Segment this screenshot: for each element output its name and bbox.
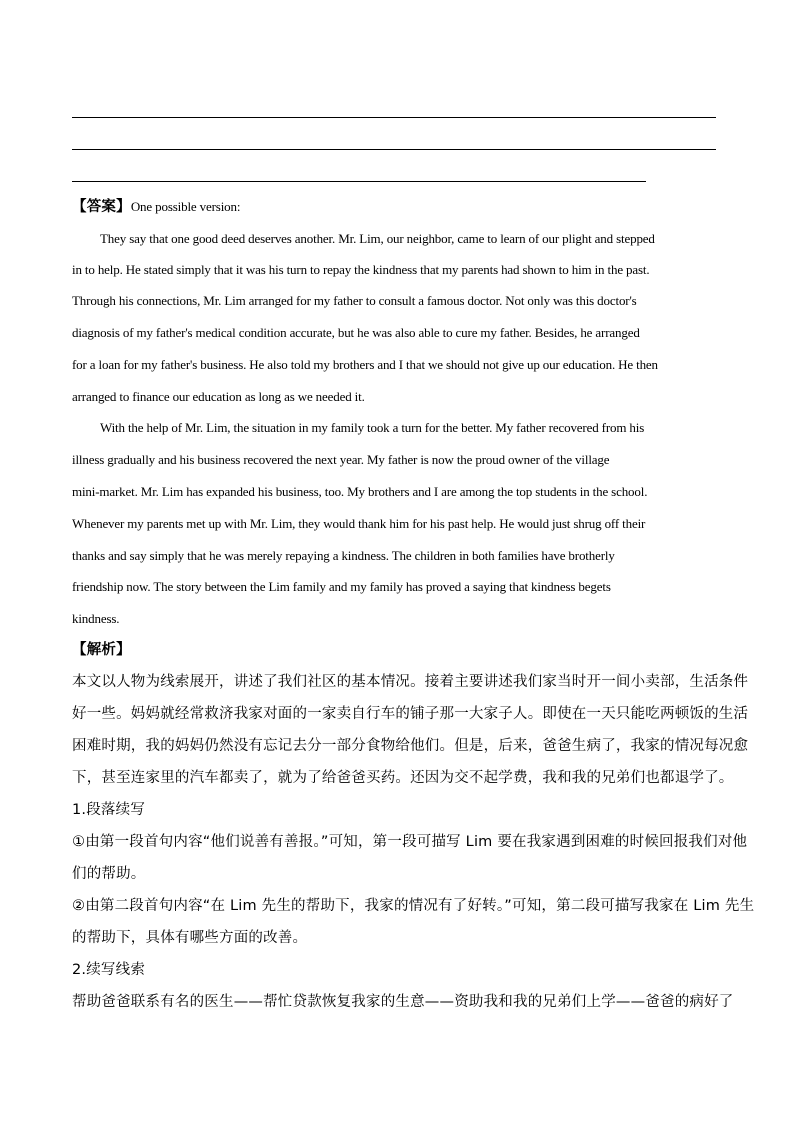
answer-line: Whenever my parents met up with Mr. Lim, they would thank him for his past help. He would just shrug off their [72,516,646,531]
analysis-line: 困难时期，我的妈妈仍然没有忘记去分一部分食物给他们。但是，后来，爸爸生病了，我家的情况每况愈 [72,738,749,754]
analysis-line: 们的帮助。 [72,866,146,882]
answer-line: mini-market. Mr. Lim has expanded his business, too. My brothers and I are among the top students in the school. [72,484,648,499]
answer-line: in to help. He stated simply that it was his turn to repay the kindness that my parents had shown to him in the past. [72,262,650,277]
answer-line: illness gradually and his business recovered the next year. My father is now the proud owner of the village [72,452,610,467]
analysis-line: ②由第二段首句内容“在 Lim 先生的帮助下，我家的情况有了好转。”可知，第二段可描写我家在 Lim 先生 [72,898,755,914]
analysis-line: 下，甚至连家里的汽车都卖了，就为了给爸爸买药。还因为交不起学费，我和我的兄弟们也都退学了。 [72,770,734,786]
answer-blank-line-1 [72,117,716,118]
analysis-line: 好一些。妈妈就经常救济我家对面的一家卖自行车的铺子那一大家子人。即使在一天只能吃两顿饭的生活 [72,706,749,722]
analysis-subheading: 1.段落续写 [72,802,146,818]
analysis-line: ①由第一段首句内容“他们说善有善报。”可知，第一段可描写 Lim 要在我家遇到困难的时候回报我们对他 [72,834,748,850]
answer-blank-line-2 [72,149,716,150]
answer-heading-line [72,199,240,215]
answer-line: diagnosis of my father's medical condition accurate, but he was also able to cure my father. Besides, he arranged [72,325,640,340]
answer-line: Through his connections, Mr. Lim arranged for my father to consult a famous doctor. Not only was this doctor's [72,293,637,308]
analysis-subheading: 2.续写线索 [72,962,146,978]
answer-line: They say that one good deed deserves another. Mr. Lim, our neighbor, came to learn of our plight and stepped [100,231,655,246]
answer-line: friendship now. The story between the Lim family and my family has proved a saying that kindness begets [72,579,611,594]
answer-line: thanks and say simply that he was merely repaying a kindness. The children in both families have brotherly [72,548,615,563]
answer-blank-line-3 [72,181,646,182]
analysis-heading: 【解析】 [72,642,131,658]
analysis-line: 的帮助下，具体有哪些方面的改善。 [72,930,308,946]
answer-line: kindness. [72,611,120,626]
answer-heading: 【答案】 [72,199,131,215]
analysis-line: 本文以人物为线索展开，讲述了我们社区的基本情况。接着主要讲述我们家当时开一间小卖部，生活条件 [72,674,749,690]
analysis-line: 帮助爸爸联系有名的医生——帮忙贷款恢复我家的生意——资助我和我的兄弟们上学——爸爸的病好了 [72,994,734,1010]
answer-line: With the help of Mr. Lim, the situation in my family took a turn for the better. My father recovered from his [100,420,645,435]
answer-line: arranged to finance our education as long as we needed it. [72,389,365,404]
answer-line: for a loan for my father's business. He also told my brothers and I that we should not give up our education. He then [72,357,658,372]
answer-intro: One possible version: [130,199,241,214]
